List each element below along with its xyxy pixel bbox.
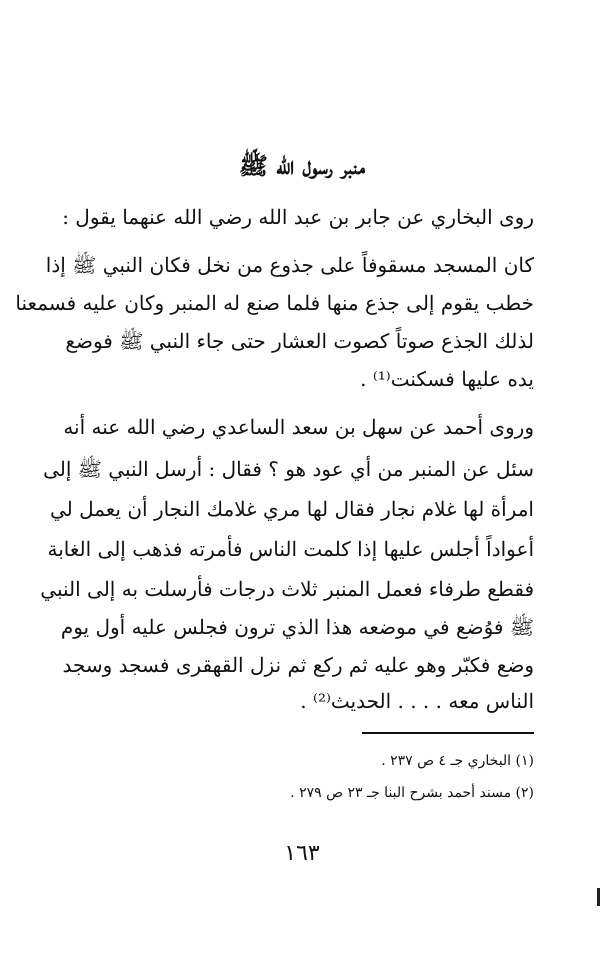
scan-edge-mark (597, 888, 600, 906)
body-line: الناس معه . . . . الحديث⁽²⁾ . (300, 689, 534, 713)
section-title: منبر رسول الله ﷺ (238, 151, 366, 180)
page-number: ١٦٣ (284, 841, 320, 866)
body-line: وروى أحمد عن سهل بن سعد الساعدي رضي الله عنه أنه (63, 415, 534, 439)
body-line: كان المسجد مسقوفاً على جذوع من نخل فكان النبي ﷺ إذا (45, 253, 534, 277)
body-line: خطب يقوم إلى جذع منها فلما صنع له المنبر وكان عليه فسمعنا (15, 291, 534, 315)
body-line: ﷺ فوُضع في موضعه هذا الذي ترون فجلس عليه أول يوم (60, 615, 534, 639)
body-line: أعواداً أجلس عليها إذا كلمت الناس فأمرته فذهب إلى الغابة (47, 537, 534, 561)
body-line: لذلك الجذع صوتاً كصوت العشار حتى جاء النبي ﷺ فوضع (65, 329, 534, 353)
body-line: وضع فكبّر وهو عليه ثم ركع ثم نزل القهقرى فسجد وسجد (62, 653, 534, 677)
footnote: (١) البخاري جـ ٤ ص ٢٣٧ . (381, 753, 534, 769)
body-line: امرأة لها غلام نجار فقال لها مري غلامك النجار أن يعمل لي (49, 497, 534, 521)
footnote: (٢) مسند أحمد بشرح البنا جـ ٢٣ ص ٢٧٩ . (290, 785, 534, 801)
footnote-divider (362, 732, 534, 734)
body-line: سئل عن المنبر من أي عود هو ؟ فقال : أرسل النبي ﷺ إلى (43, 457, 534, 481)
body-line: يده عليها فسكنت⁽¹⁾ . (360, 367, 534, 391)
body-line: فقطع طرفاء فعمل المنبر ثلاث درجات فأرسلت به إلى النبي (40, 577, 534, 601)
body-line: روى البخاري عن جابر بن عبد الله رضي الله عنهما يقول : (62, 205, 534, 229)
